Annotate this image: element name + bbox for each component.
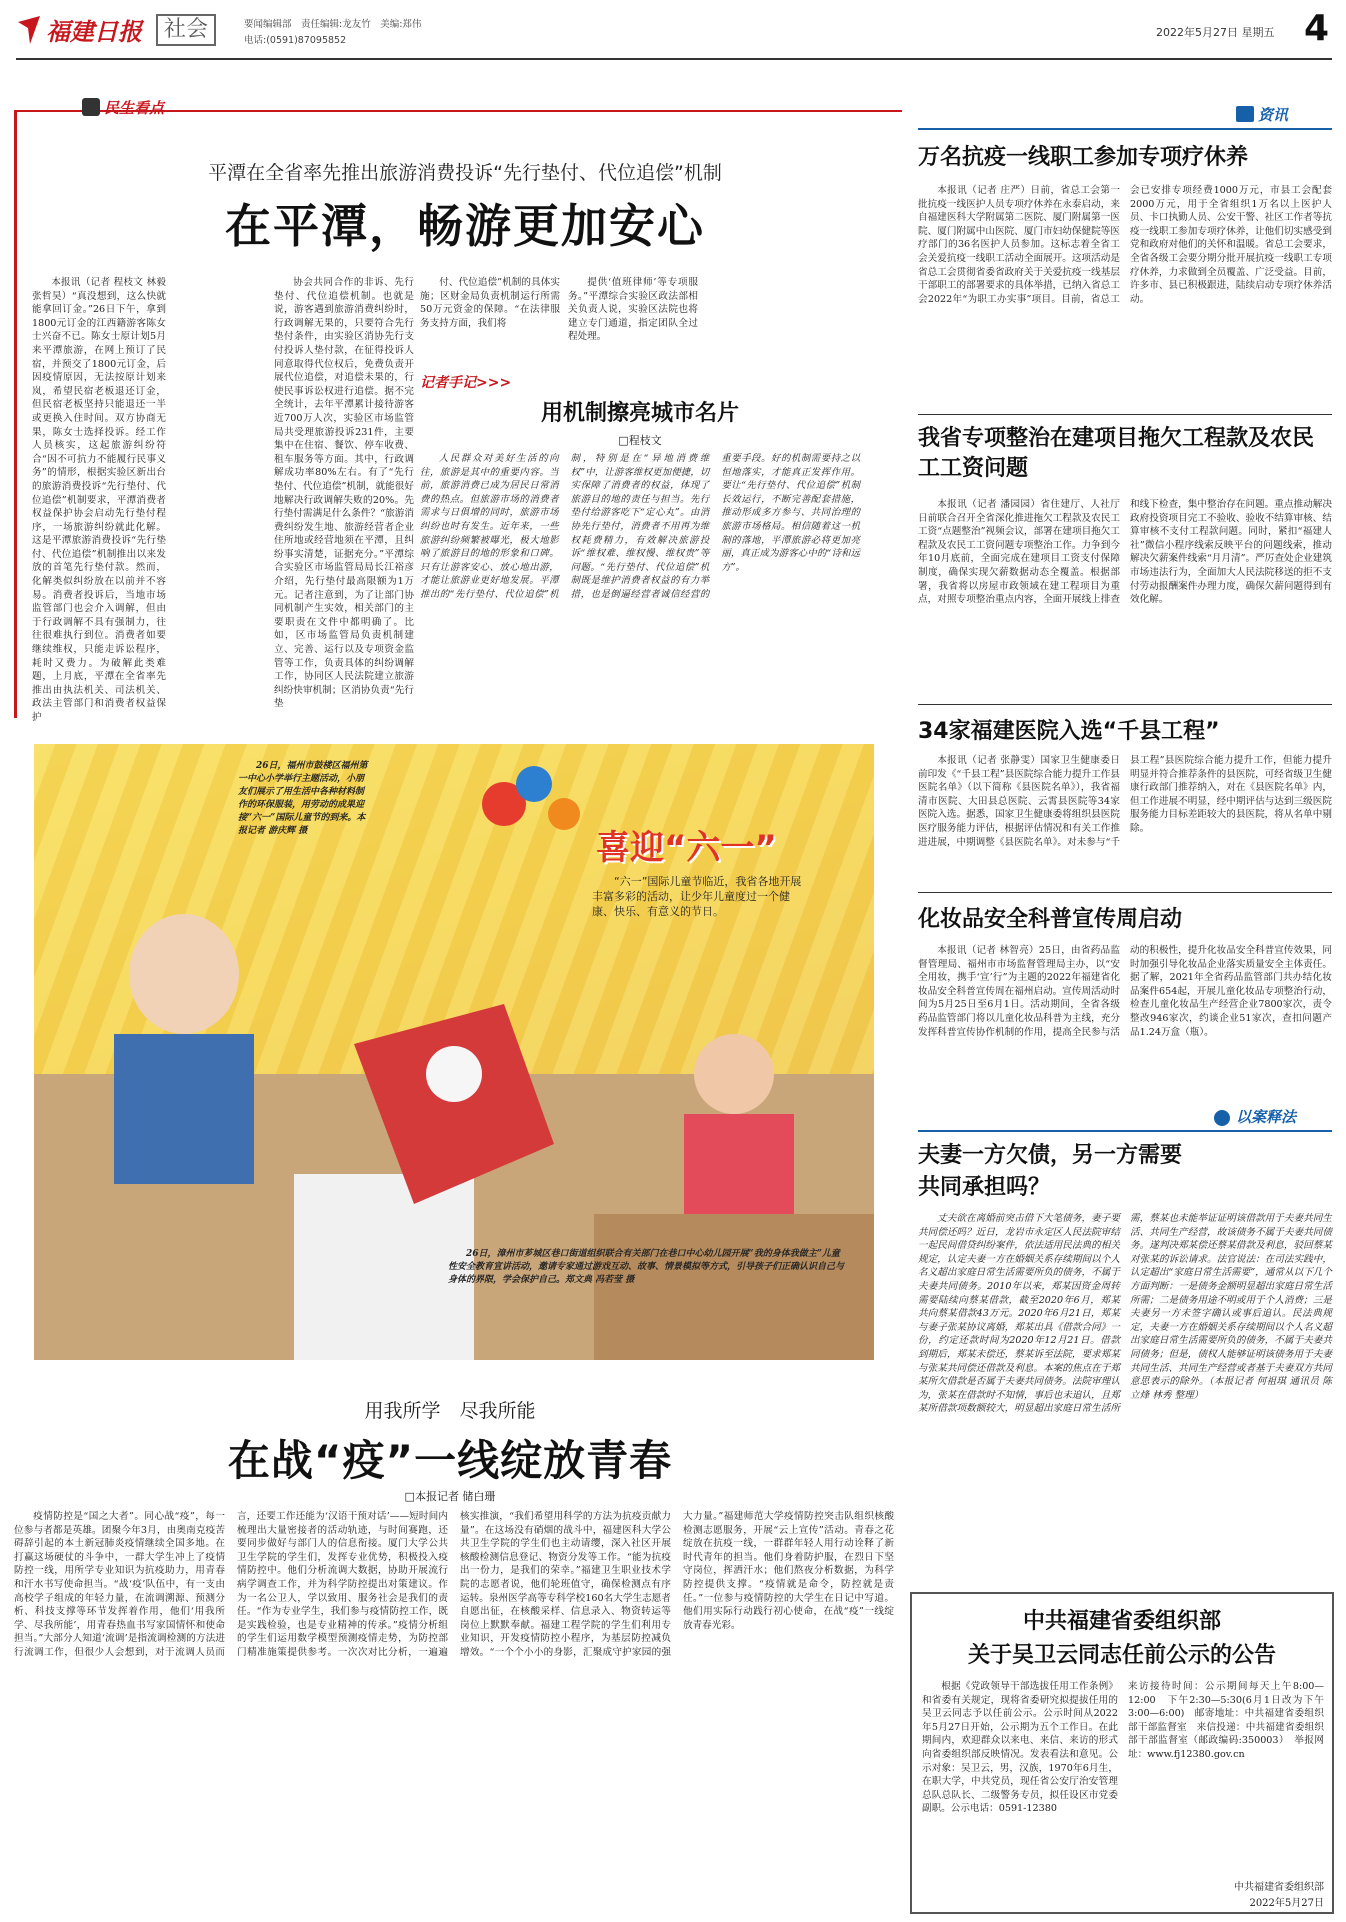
banner-subtitle: “六一”国际儿童节临近，我省各地开展丰富多彩的活动，让少年儿童度过一个健康、快乐、有意义的节日。: [592, 875, 802, 918]
lead-title: 在平潭，畅游更加安心: [225, 199, 705, 253]
lead-body-col1: 本报讯（记者 程枝文 林毅 张哲昊）“真没想到，这么快就能拿回订金。”26日下午，拿到1800元订金的江西籍游客陈女士兴奋不已。陈女士原计划5月来平潭旅游，在网上预订了民宿，并预交了1800元订金，后因疫情原因，无法按原计划来岚，希望民宿老板退还订金，但民宿老板坚持只能退还一半或更换入住时间。双方协商无果，陈女士选择投诉。经工作人员核实，这起旅游纠纷符合“因不可抗力不能履行民事义务”的情形，根据实验区新出台的旅游消费投诉“先行垫付、代位追偿”机制要求，平潭消费者权益保护协会启动先行垫付程序，一场旅游纠纷就此化解。这是平潭旅游消费投诉“先行垫付、代位追偿”机制推出以来发放的首笔先行垫付款。然而，化解类似纠纷放在以前并不容易。消费者投诉后，当地市场监管部门也会介入调解，但由于行政调解不具有强制力，往往很难执行到位。消费者如要继续维权，只能走诉讼程序，耗时又费力。为破解此类难题，上月底，平潭在全省率先推出由执法机关、司法机关、政法主管部门和消费者权益保护: [32, 277, 166, 723]
news2-title: [918, 424, 1332, 484]
youth-body: 疫情防控是“国之大者”。同心战“疫”，每一位参与者都是英雄。团聚今年3月，由奥南克疫苦碍辞引起的本土新冠肺炎疫情继续全国多地。在打赢这场硬仗的斗争中，一群大学生冲上了疫情防控一线，用所学专业知识为抗疫助力，用青春和汗水书写使命担当。“战‘疫’队伍中，有一支由高校学子组成的年轻力量，在流调溯源、预测分析、科技支撑等环节发挥着作用，他们‘用我所学、尽我所能’，用青春热血书写家国情怀和使命担当。”大部分人知道‘流调’是指流调检测的方法进行流调工作，但很少人会想到，对于流调人员而言，还要工作还能为‘汉语干预对话’——短时间内梳理出大量密接者的活动轨迹，与时间赛跑，还要同步做好与部门人的信息衔接。厦门大学公共卫生学院的学生们，发挥专业优势，积极投入疫情防控中。他们分析流调大数据，协助开展流行病学调查工作，并为科学防控提出对策建议。作为一名公卫人，学以致用、服务社会是我们的责任。“作为专业学生，我们参与疫情防控工作，既是实践检验，也是专业精神的传承。”疫情分析组的学生们运用数学模型预测疫情走势，为防控部门精准施策提供参考。一次次对比分析，一遍遍核实推演，“我们希望用科学的方法为抗疫贡献力量”。在这场没有硝烟的战斗中，福建医科大学公共卫生学院的学生们也主动请缨，深入社区开展核酸检测信息登记、物资分发等工作。“能为抗疫出一份力，是我们的荣幸。”福建卫生职业技术学院的志愿者说，他们轮班值守，确保检测点有序运转。泉州医学高等专科学校160名大学生志愿者自愿出征，在核酸采样、信息录入、物资转运等岗位上默默奉献。福建工程学院的学生们利用专业知识，开发疫情防控小程序，为基层防控减负增效。“一个个小小的身影，汇聚成守护家园的强大力量。”福建师范大学疫情防控突击队组织核酸检测志愿服务，开展“云上宣传”活动。青春之花绽放在抗疫一线，一群群年轻人用行动诠释了新时代青年的担当。他们身着防护服，在烈日下坚守岗位，挥洒汗水；他们熬夜分析数据，为科学防控提供支撑。“疫情就是命令，防控就是责任。”一位参与疫情防控的大学生在日记中写道。他们用实际行动践行初心使命，在战“疫”一线绽放青春光彩。: [14, 1511, 894, 1658]
commentary-author: □程枝文: [618, 434, 662, 447]
brand-logo: [16, 14, 42, 46]
masthead: [16, 8, 1332, 58]
brand-name: 福建日报: [46, 17, 142, 46]
lead-body-col1b: [172, 276, 268, 714]
news3-divider: [918, 892, 1332, 893]
header-rule: [16, 58, 1332, 60]
notice-date: 2022年5月27日: [1249, 1898, 1324, 1909]
photo-caption-top: 26日，福州市鼓楼区福州第一中心小学举行主题活动，小朋友们展示了用生活中各种材料制作的环保服装，用劳动的成果迎接“六一”国际儿童节的到来。本报记者 游庆辉 摄: [238, 761, 368, 836]
news1-body: 本报讯（记者 庄严）日前，省总工会第一批抗疫一线医护人员专项疗休养在永泰启动，来自福建医科大学附属第二医院、厦门附属第一医院、厦门附属中山医院、厦门市妇幼保健院等医疗部门的36名医护人员参加。这标志着全省工会关爱抗疫一线职工活动全面展开。这项活动是省总工会贯彻省委省政府关于关爱抗疫一线基层干部职工的部署要求的具体举措，已纳入省总工会2022年“为职工办实事”项目。目前，省总工会已安排专项经费1000万元，市县工会配套2000万元，用于全省组织1万名以上医护人员、卡口执勤人员、公安干警、社区工作者等抗疫一线职工参加专项疗休养，让他们切实感受到党和政府对他们的关怀和温暖。省总工会要求，全省各级工会要分期分批开展抗疫一线职工专项疗休养，力求做到全员覆盖、广泛受益。目前，许多市、县已积极跟进，陆续启动专项疗休养活动。: [918, 185, 1332, 305]
youth-title: 在战“疫”一线绽放青春: [227, 1436, 673, 1485]
news1-divider: [918, 414, 1332, 415]
photo-caption-bottom: 26日，漳州市芗城区巷口街道组织联合有关部门在巷口中心幼儿园开展“我的身体我做主”儿童性安全教育宣讲活动，邀请专家通过游戏互动、故事、情景模拟等方式，引导孩子们正确认识自己与身体的界限，学会保护自己。郑文典 冯若莹 摄: [448, 1249, 845, 1285]
lead-body-col3: 付、代位追偿”机制的具体实施；区财金局负责机制运行所需50万元资金的保障。“在法律服务支持方面，我们将: [420, 277, 560, 329]
news3-body: 本报讯（记者 张静雯）国家卫生健康委日前印发《“千县工程”县医院综合能力提升工作县医院名单》（以下简称《县医院名单》），我省福清市医院、大田县总医院、云霄县医院等34家医院入选。据悉，国家卫生健康委将组织县医院医疗服务能力评估，根据评估情况和有关工作推进进展，中期调整《县医院名单》。对未参与“千县工程”县医院综合能力提升工作，但能力提升明显并符合推荐条件的县医院，可经省级卫生健康行政部门推荐纳入，对在《县医院名单》内，但工作进展不明显，经中期评估与达到三级医院服务能力目标差距较大的县医院，将从名单中剔除。: [918, 755, 1332, 848]
column-label: 民生看点: [104, 99, 165, 117]
notice-issuer: 中共福建省委组织部: [1234, 1882, 1324, 1893]
law-label: 以案释法: [1236, 1108, 1297, 1126]
notice-contact: 来访接待时间：公示期间每天上午8:00—12:00 下午2:30—5:30(6月1日改为下午3:00—6:00) 邮寄地址：中共福建省委组织部干部监督室 来信投递：中共福建省委组织部干部监督室（邮政编码:350003） 举报网址：www.fj12380.gov.cn: [1128, 1681, 1324, 1760]
lead-body-col2: 协会共同合作的非诉、先行垫付、代位追偿机制。也就是说，游客遇到旅游消费纠纷时，行政调解无果的，只要符合先行垫付条件，由实验区消协先行支付投诉人垫付款，在征得投诉人同意取得代位权后，免费负责开展代位追偿，对追偿未果的，行使民事诉讼权进行追偿。据不完全统计，去年平潭累计接待游客近700万人次，实验区市场监管局共受理旅游投诉231件，主要集中在住宿、餐饮、停车收费、租车服务等方面。其中，行政调解成功率80%左右。有了“先行垫付、代位追偿”机制，就能很好地解决行政调解失败的20%。先行垫付需满足什么条件？“旅游消费纠纷发生地、旅游经营者企业住所地或经营地须在平潭，且纠纷事实清楚，证据充分。”平潭综合实验区市场监管局局长江裕彦介绍，先行垫付最高限额为1万元。记者注意到，为了让部门协同机制产生实效，相关部门的主要职责在文件中都明确了。比如，区市场监管局负责机制建立、完善、运行以及专项资金监管等工作，负责具体的纠纷调解工作，协同区人民法院建立旅游纠纷快审机制；区消协负责“先行垫: [274, 277, 414, 710]
news3-title: 34家福建医院入选“千县工程”: [918, 719, 1220, 744]
page-number: 4: [1304, 8, 1330, 49]
section-name: 社会: [164, 17, 209, 42]
news2-body: 本报讯（记者 潘园园）省住建厅、人社厅日前联合召开全省深化推进拖欠工程款及农民工工资“点题整治”视频会议，部署在建项目拖欠工程款及农民工工资问题专项整治工作。力争到今年10月底前，全面完成在建项目工资支付保障制度，确保实现欠薪数据动态全覆盖。根据部署，我省将以房屋市政领域在建工程项目为重点，对照专项整治重点内容，全面开展线上排查和线下检查，集中整治存在问题。重点推动解决政府投资项目完工不验收、验收不结算审核、结算审核不支付工程款问题。同时，紧扣“福建人社”微信小程序线索反映平台的问题线索，推动解决欠薪案件线索“月月清”。严厉查处企业建筑市场违法行为，全面加大人民法院移送的拒不支付劳动报酬案件办理力度，确保欠薪问题得到有效化解。: [918, 499, 1332, 606]
news4-title: 化妆品安全科普宣传周启动: [918, 907, 1183, 932]
news2-title-text: 我省专项整治在建项目拖欠工程款及农民工工资问题: [918, 426, 1315, 481]
law-body: 丈夫欲在离婚前突击借下大笔债务，妻子要共同偿还吗？近日，龙岩市永定区人民法院审结一起民间借贷纠纷案件，依法适用民法典的相关规定，认定夫妻一方在婚姻关系存续期间以个人名义超出家庭日常生活需要所负的债务，不属于夫妻共同债务。2010年以来，郑某因资金周转需要陆续向蔡某借款，截至2020年6月，郑某共向蔡某借款43万元。2020年6月21日，郑某与妻子张某协议离婚，郑某出具《借款合同》一份，约定还款时间为2020年12月21日。借款到期后，郑某未偿还，蔡某诉至法院，要求郑某与张某共同偿还借款及利息。本案的焦点在于郑某所欠借款是否属于夫妻共同债务。法院审理认为，张某在借款时不知情，事后也未追认，且郑某所借款项数额较大，明显超出家庭日常生活所需，蔡某也未能举证证明该借款用于夫妻共同生活、共同生产经营，故该债务不属于夫妻共同债务。遂判决郑某偿还蔡某借款及利息，驳回蔡某对张某的诉讼请求。法官说法：在司法实践中，认定超出“家庭日常生活需要”，通常从以下几个方面判断：一是债务金额明显超出家庭日常生活所需；二是债务用途不明或用于个人消费；三是夫妻另一方未签字确认或事后追认。民法典规定，夫妻一方在婚姻关系存续期间以个人名义超出家庭日常生活需要所负的债务，不属于夫妻共同债务；但是，债权人能够证明该债务用于夫妻共同生活、共同生产经营或者基于夫妻双方共同意思表示的除外。（本报记者 何祖琪 通讯员 陈立烽 林秀 整理）: [918, 1213, 1332, 1415]
info-label: 资讯: [1258, 106, 1289, 124]
law-title: 夫妻一方欠债，另一方需要共同承担吗？: [918, 1143, 1183, 1200]
notice-title1: 中共福建省委组织部: [1022, 1609, 1221, 1634]
law-rule: [918, 1130, 1332, 1132]
phone-line: 电话:(0591)87095852: [244, 35, 347, 46]
lead-body-col4: 提供‘值班律师’等专项服务。”平潭综合实验区政法部相关负责人说，实验区法院也将建立专门通道，指定团队全过程处理。: [568, 277, 698, 343]
editor-credits: 要闻编辑部 责任编辑:龙友竹 美编:郑伟: [244, 19, 422, 30]
youth-author: □本报记者 储白珊: [404, 1490, 496, 1503]
column-label-icon: [82, 98, 100, 116]
info-rule: [918, 128, 1332, 130]
news1-title: 万名抗疫一线职工参加专项疗休养: [918, 145, 1249, 170]
banner-title: 喜迎“六一”: [596, 828, 777, 868]
lead-kicker: 平潭在全省率先推出旅游消费投诉“先行垫付、代位追偿”机制: [208, 162, 722, 184]
law-label-icon: [1214, 1110, 1230, 1126]
notice-body: 根据《党政领导干部选拔任用工作条例》和省委有关规定，现将省委研究拟提拔任用的吴卫云同志予以任前公示。公示时间从2022年5月27日开始，公示期为五个工作日。在此期间内，欢迎群众以来电、来信、来访的形式向省委组织部反映情况。发表看法和意见。公示对象：吴卫云，男，汉族，1970年6月生，在职大学，中共党员，现任省公安厅治安管理总队总队长、二级警务专员，拟任设区市党委副职。公示电话：0591-12380: [922, 1681, 1118, 1815]
youth-kicker: 用我所学 尽我所能: [364, 1400, 536, 1422]
commentary-title: 用机制擦亮城市名片: [540, 401, 739, 426]
notice-title2: 关于吴卫云同志任前公示的公告: [967, 1643, 1276, 1668]
commentary-body: 人民群众对美好生活的向往，旅游是其中的重要内容。当前，旅游消费已成为居民日常消费的热点。但旅游市场的消费者需求与日俱增的同时，旅游市场纠纷也时有发生。近年来，一些旅游纠纷频繁被曝光，极大地影响了旅游目的地的形象和口碑。只有让游客安心、放心地出游，才能让旅游业更好地发展。平潭推出的“先行垫付、代位追偿”机制，特别是在“异地消费维权”中，让游客维权更加便捷，切实保障了消费者的权益，体现了旅游目的地的责任与担当。先行垫付给游客吃下“定心丸”。由消协先行垫付，消费者不用再为维权耗费精力，有效解决旅游投诉“维权难、维权慢、维权贵”等问题。“先行垫付、代位追偿”机制既是维护消费者权益的有力举措，也是倒逼经营者诚信经营的重要手段。好的机制需要持之以恒地落实，才能真正发挥作用。要让“先行垫付、代位追偿”机制长效运行，不断完善配套措施，推动形成多方参与、共同治理的旅游市场格局。相信随着这一机制的落地，平潭旅游必将更加亮丽，真正成为游客心中的“诗和远方”。: [420, 453, 860, 600]
info-label-icon: [1236, 106, 1254, 122]
news2-divider: [918, 704, 1332, 705]
commentary-label: 记者手记>>>: [420, 375, 512, 391]
section-name-box: [156, 14, 216, 46]
news4-body: 本报讯（记者 林智亮）25日，由省药品监督管理局、福州市市场监督管理局主办，以“安全用妆，携手‘宣’行”为主题的2022年福建省化妆品安全科普宣传周在福州启动。宣传周活动时间为5月25日至6月1日。活动期间，全省各级药品监管部门将以儿童化妆品科普为主线，充分发挥科普宣传协作机制的作用，提高全民参与活动的积极性，提升化妆品安全科普宣传效果，同时加强引导化妆品企业落实质量安全主体责任。据了解，2021年全省药品监管部门共办结化妆品案件654起，开展儿童化妆品专项整治行动，检查儿童化妆品生产经营企业7800家次，责令整改946家次，约谈企业51家次，查扣问题产品1.24万盒（瓶）。: [918, 945, 1332, 1038]
issue-date: 2022年5月27日 星期五: [1156, 26, 1275, 39]
